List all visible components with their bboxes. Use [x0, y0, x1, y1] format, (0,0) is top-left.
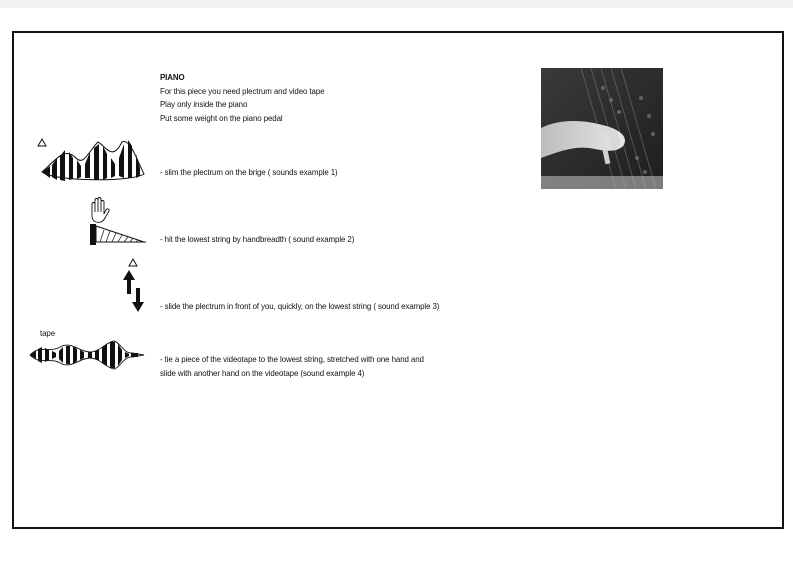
instruction-1-text: - slim the plectrum on the brige ( sounds example 1): [160, 167, 338, 177]
top-bar: [0, 0, 793, 8]
plectrum-waveform-icon: [36, 136, 148, 182]
intro-block: [160, 71, 324, 125]
hand-plucking-piano-strings-photo: [541, 68, 663, 189]
page-title: PIANO: [160, 72, 185, 82]
instruction-4-line-1: - tie a piece of the videotape to the lowest string, stretched with one hand and: [160, 354, 424, 364]
instruction-4-line-2: slide with another hand on the videotape (sound example 4): [160, 367, 365, 378]
intro-line-2: Play only inside the piano: [160, 99, 248, 109]
up-down-arrows-icon: [118, 256, 152, 314]
intro-line-3: Put some weight on the piano pedal: [160, 112, 283, 123]
intro-line-1: For this piece you need plectrum and video tape: [160, 85, 325, 96]
tape-waveform-icon: [28, 340, 148, 370]
tape-label: tape: [40, 328, 56, 338]
hand-wedge-icon: [86, 196, 148, 246]
instruction-4-text: [160, 353, 424, 380]
instruction-3-text: - slide the plectrum in front of you, quickly, on the lowest string ( sound example 3): [160, 301, 440, 311]
instruction-2-text: - hit the lowest string by handbreadth ( sound example 2): [160, 234, 355, 244]
